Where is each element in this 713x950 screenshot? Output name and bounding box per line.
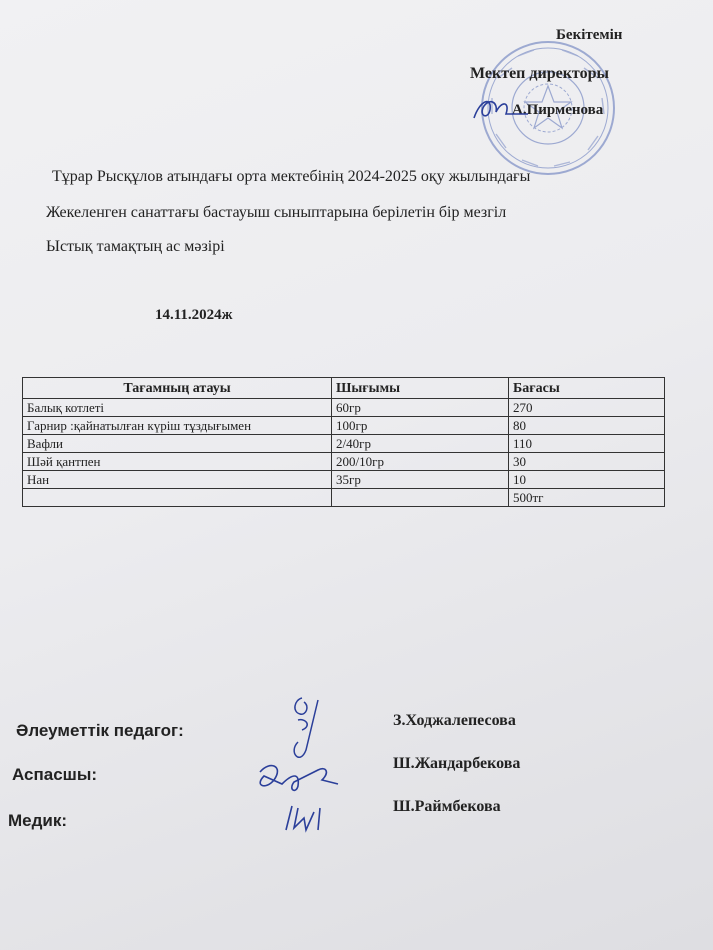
- dish-cell: Нан: [23, 471, 332, 489]
- yield-cell: 35гр: [332, 471, 509, 489]
- approval-heading: Бекітемін: [556, 27, 623, 43]
- signatory-name-cook: Ш.Жандарбекова: [393, 755, 521, 772]
- dish-cell: Балық котлеті: [23, 399, 332, 417]
- total-row: [23, 489, 665, 507]
- approval-name: А.Пирменова: [512, 102, 604, 118]
- table-row: [23, 399, 665, 417]
- signatures-handwritten: [240, 690, 350, 840]
- column-header-price: Бағасы: [509, 378, 665, 399]
- total-price-cell: 500тг: [509, 489, 665, 507]
- dish-cell: Вафли: [23, 435, 332, 453]
- price-cell: 30: [509, 453, 665, 471]
- yield-cell: 100гр: [332, 417, 509, 435]
- table-row: [23, 417, 665, 435]
- table-row: [23, 471, 665, 489]
- price-cell: 10: [509, 471, 665, 489]
- signatory-role-cook: Аспасшы:: [12, 765, 98, 784]
- table-row: [23, 435, 665, 453]
- signatory-name-social-pedagogue: З.Ходжалепесова: [393, 712, 516, 729]
- yield-cell: 60гр: [332, 399, 509, 417]
- signatory-role-social-pedagogue: Әлеуметтік педагог:: [16, 721, 184, 740]
- total-empty-cell: [332, 489, 509, 507]
- price-cell: 270: [509, 399, 665, 417]
- dish-cell: Шәй қантпен: [23, 453, 332, 471]
- total-empty-cell: [23, 489, 332, 507]
- price-cell: 110: [509, 435, 665, 453]
- column-header-yield: Шығымы: [332, 378, 509, 399]
- menu-date: 14.11.2024ж: [155, 307, 233, 323]
- document-title-line-1: Тұрар Рысқұлов атындағы орта мектебінің 2024-2025 оқу жылындағы: [52, 168, 531, 185]
- signatory-name-medic: Ш.Раймбекова: [393, 798, 501, 815]
- document-title-line-3: Ыстық тамақтың ас мәзірі: [46, 238, 225, 255]
- table-header-row: [23, 378, 665, 399]
- director-signature: [470, 92, 530, 124]
- yield-cell: 200/10гр: [332, 453, 509, 471]
- menu-table: [22, 377, 665, 507]
- yield-cell: 2/40гр: [332, 435, 509, 453]
- approval-position: Мектеп директоры: [470, 65, 609, 82]
- column-header-dish: Тағамның атауы: [23, 378, 332, 399]
- signatory-role-medic: Медик:: [8, 811, 68, 830]
- dish-cell: Гарнир :қайнатылған күріш тұздығымен: [23, 417, 332, 435]
- price-cell: 80: [509, 417, 665, 435]
- document-title-line-2: Жекеленген санаттағы бастауыш сыныптарына берілетін бір мезгіл: [46, 204, 507, 221]
- table-row: [23, 453, 665, 471]
